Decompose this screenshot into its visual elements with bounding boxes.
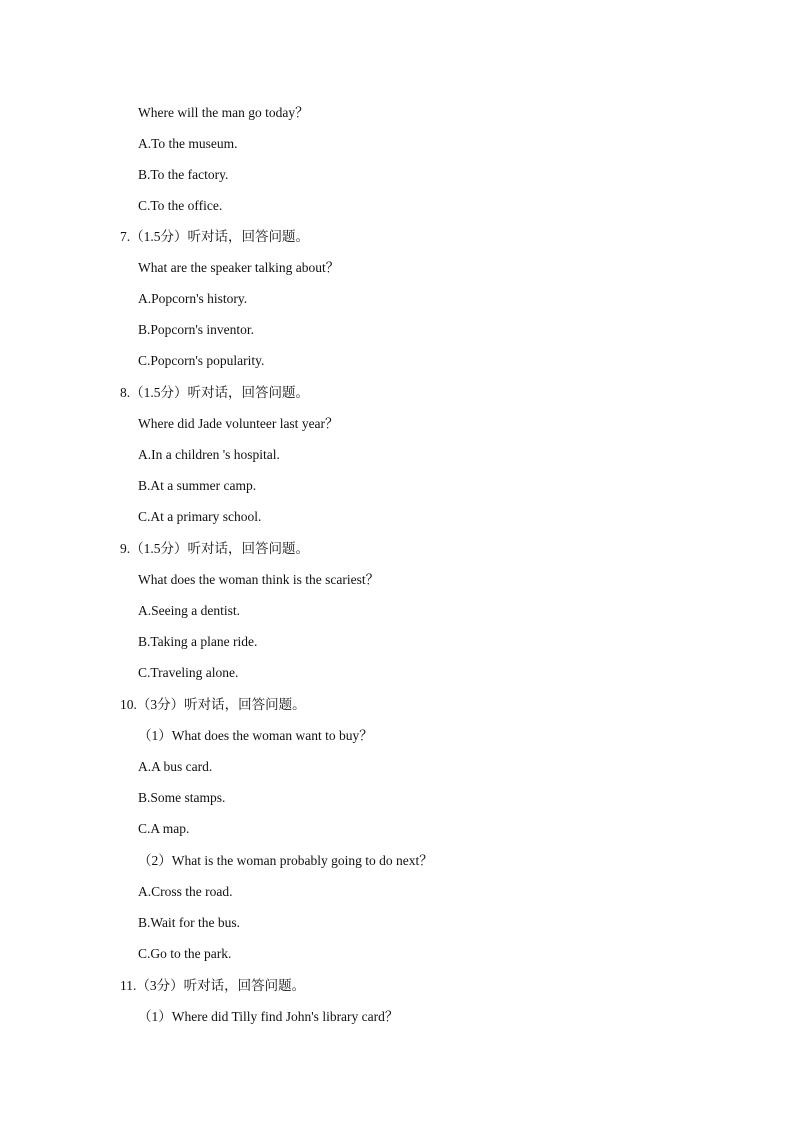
q8-option-a: A.In a children 's hospital. bbox=[138, 447, 280, 462]
q9-stem: What does the woman think is the scariest？ bbox=[138, 572, 380, 587]
q7-option-a: A.Popcorn's history. bbox=[138, 291, 248, 306]
q10-sub2-option-c: C.Go to the park. bbox=[138, 946, 232, 961]
q7-option-b: B.Popcorn's inventor. bbox=[138, 322, 255, 337]
q8-heading: 8.（1.5分）听对话，回答问题。 bbox=[120, 385, 309, 400]
q9-heading: 9.（1.5分）听对话，回答问题。 bbox=[120, 541, 309, 556]
q7-heading: 7.（1.5分）听对话，回答问题。 bbox=[120, 229, 309, 244]
q10-sub1-option-a: A.A bus card. bbox=[138, 759, 213, 774]
q7-option-c: C.Popcorn's popularity. bbox=[138, 353, 265, 368]
q9-option-c: C.Traveling alone. bbox=[138, 665, 239, 680]
q6-option-c: C.To the office. bbox=[138, 198, 223, 213]
q6-option-b: B.To the factory. bbox=[138, 167, 229, 182]
q11-heading: 11.（3分）听对话，回答问题。 bbox=[120, 978, 306, 993]
q9-option-a: A.Seeing a dentist. bbox=[138, 603, 240, 618]
q6-option-a: A.To the museum. bbox=[138, 136, 238, 151]
q10-heading: 10.（3分）听对话，回答问题。 bbox=[120, 697, 306, 712]
q11-sub1-stem: （1）Where did Tilly find John's library card？ bbox=[138, 1009, 399, 1024]
q8-stem: Where did Jade volunteer last year？ bbox=[138, 416, 339, 431]
q10-sub2-option-a: A.Cross the road. bbox=[138, 884, 233, 899]
q6-stem: Where will the man go today？ bbox=[138, 105, 309, 120]
q10-sub2-option-b: B.Wait for the bus. bbox=[138, 915, 241, 930]
q10-sub2-stem: （2）What is the woman probably going to do next？ bbox=[138, 853, 433, 868]
q10-sub1-stem: （1）What does the woman want to buy？ bbox=[138, 728, 373, 743]
q9-option-b: B.Taking a plane ride. bbox=[138, 634, 258, 649]
q8-option-c: C.At a primary school. bbox=[138, 509, 262, 524]
q8-option-b: B.At a summer camp. bbox=[138, 478, 257, 493]
q10-sub1-option-b: B.Some stamps. bbox=[138, 790, 226, 805]
q10-sub1-option-c: C.A map. bbox=[138, 821, 190, 836]
q7-stem: What are the speaker talking about？ bbox=[138, 260, 340, 275]
